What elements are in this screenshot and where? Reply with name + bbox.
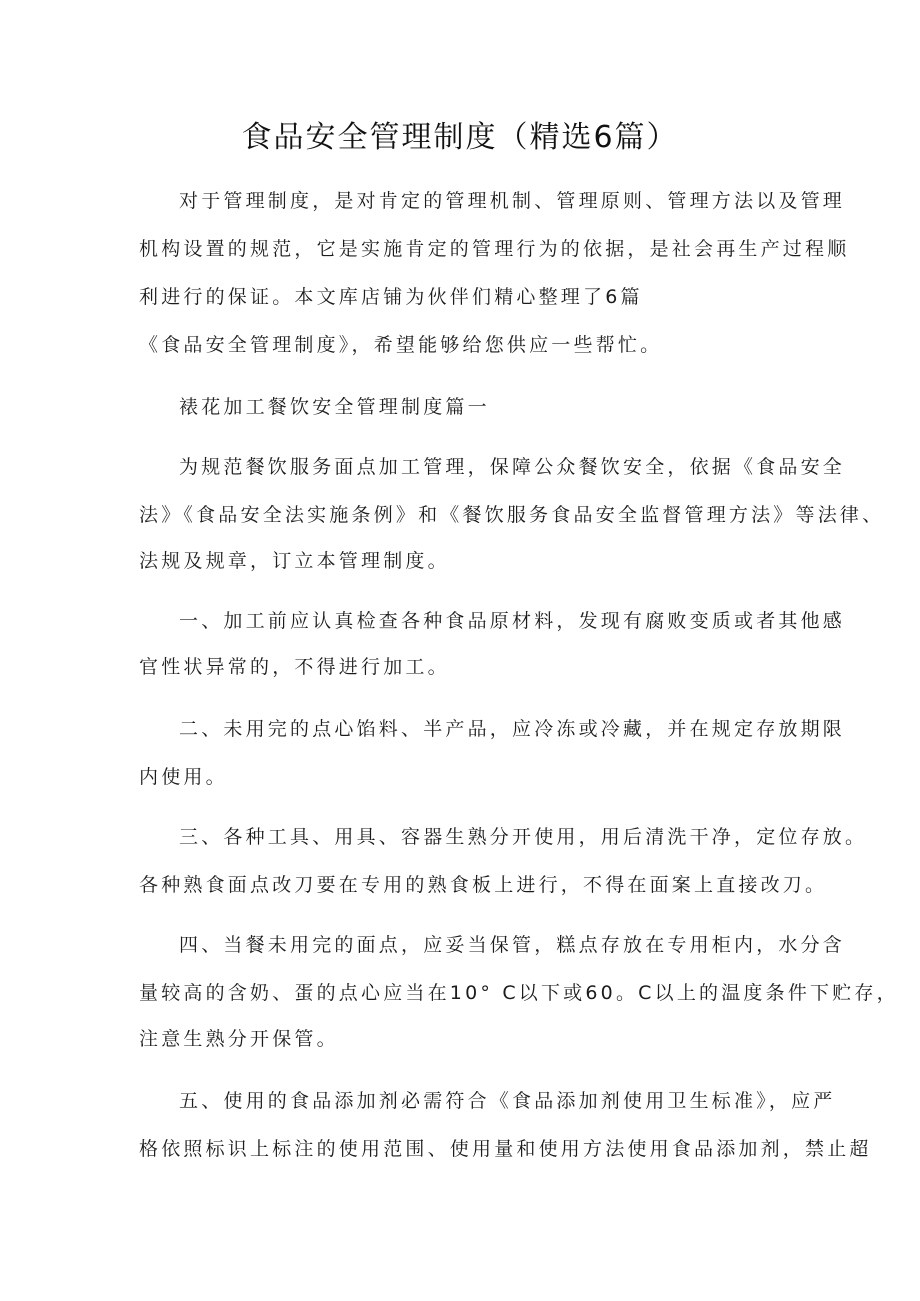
paragraph-line: 五、使用的食品添加剂必需符合《食品添加剂使用卫生标准》，应严 [179, 1090, 836, 1112]
section-heading: 裱花加工餐饮安全管理制度篇一 [179, 396, 490, 418]
paragraph-line: 官性状异常的，不得进行加工。 [139, 656, 450, 678]
paragraph-line: 二、未用完的点心馅料、半产品，应冷冻或冷藏，并在规定存放期限 [179, 718, 846, 740]
paragraph-line: 一、加工前应认真检查各种食品原材料，发现有腐败变质或者其他感 [179, 610, 846, 632]
paragraph-line: 各种熟食面点改刀要在专用的熟食板上进行，不得在面案上直接改刀。 [139, 874, 828, 896]
paragraph-line: 四、当餐未用完的面点，应妥当保管，糕点存放在专用柜内，水分含 [179, 934, 846, 956]
paragraph-line: 《食品安全管理制度》，希望能够给您供应一些帮忙。 [139, 334, 663, 356]
paragraph-line: 格依照标识上标注的使用范围、使用量和使用方法使用食品添加剂，禁止超 [139, 1138, 872, 1160]
document-title: 食品安全管理制度（精选6篇） [241, 120, 679, 155]
paragraph-line: 三、各种工具、用具、容器生熟分开使用，用后清洗干净，定位存放。 [179, 826, 868, 848]
paragraph-line: 为规范餐饮服务面点加工管理，保障公众餐饮安全，依据《食品安全 [179, 456, 846, 478]
paragraph-line: 法规及规章，订立本管理制度。 [139, 550, 450, 572]
paragraph-line: 注意生熟分开保管。 [139, 1028, 339, 1050]
paragraph-line: 内使用。 [139, 766, 228, 788]
paragraph-line: 利进行的保证。本文库店铺为伙伴们精心整理了6篇 [139, 286, 643, 308]
paragraph-line: 量较高的含奶、蛋的点心应当在10° C以下或60。C以上的温度条件下贮存， [139, 982, 899, 1004]
paragraph-line: 法》《食品安全法实施条例》和《餐饮服务食品安全监督管理方法》等法律、 [139, 504, 885, 526]
paragraph-line: 机构设置的规范，它是实施肯定的管理行为的依据，是社会再生产过程顺 [139, 238, 850, 260]
paragraph-line: 对于管理制度，是对肯定的管理机制、管理原则、管理方法以及管理 [179, 190, 846, 212]
